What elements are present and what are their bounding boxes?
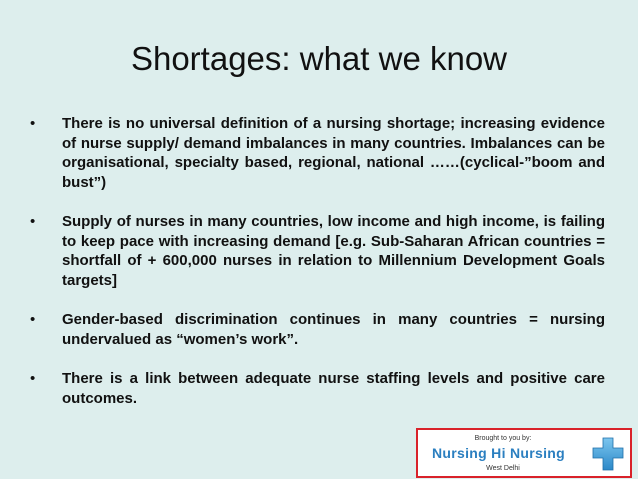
- bullet-dot: •: [30, 311, 36, 328]
- bullet-dot: •: [30, 115, 36, 132]
- promo-brought-by: Brought to you by:: [474, 435, 532, 442]
- bullet-item: [30, 212, 605, 290]
- promo-location: West Delhi: [486, 465, 520, 472]
- bullet-item: [30, 310, 605, 349]
- bullet-text: Supply of nurses in many countries, low income and high income, is failing to keep pace with increasing demand [e.g. Sub-Saharan African countries = shortfall of + 600,000 nurses in relation to Millennium Development Goals targets]: [62, 213, 605, 289]
- bullet-dot: •: [30, 213, 36, 230]
- bullet-text: There is no universal definition of a nursing shortage; increasing evidence of nurse supply/ demand imbalances in many countries. Imbalances can be organisational, specialty based, regional, national ……(cyclical-”boom and bust”): [62, 115, 605, 191]
- bullet-item: [30, 114, 605, 192]
- promo-banner[interactable]: [416, 428, 632, 478]
- bullet-text: There is a link between adequate nurse staffing levels and positive care outcomes.: [62, 370, 605, 407]
- bullet-text: Gender-based discrimination continues in many countries = nursing undervalued as “women’s work”.: [62, 311, 605, 348]
- medical-cross-icon: [592, 436, 624, 472]
- promo-brand-name: Nursing Hi Nursing: [432, 445, 565, 461]
- bullet-item: [30, 369, 605, 408]
- bullet-dot: •: [30, 370, 36, 387]
- slide-title: Shortages: what we know: [130, 40, 508, 77]
- bullet-list: [30, 114, 605, 428]
